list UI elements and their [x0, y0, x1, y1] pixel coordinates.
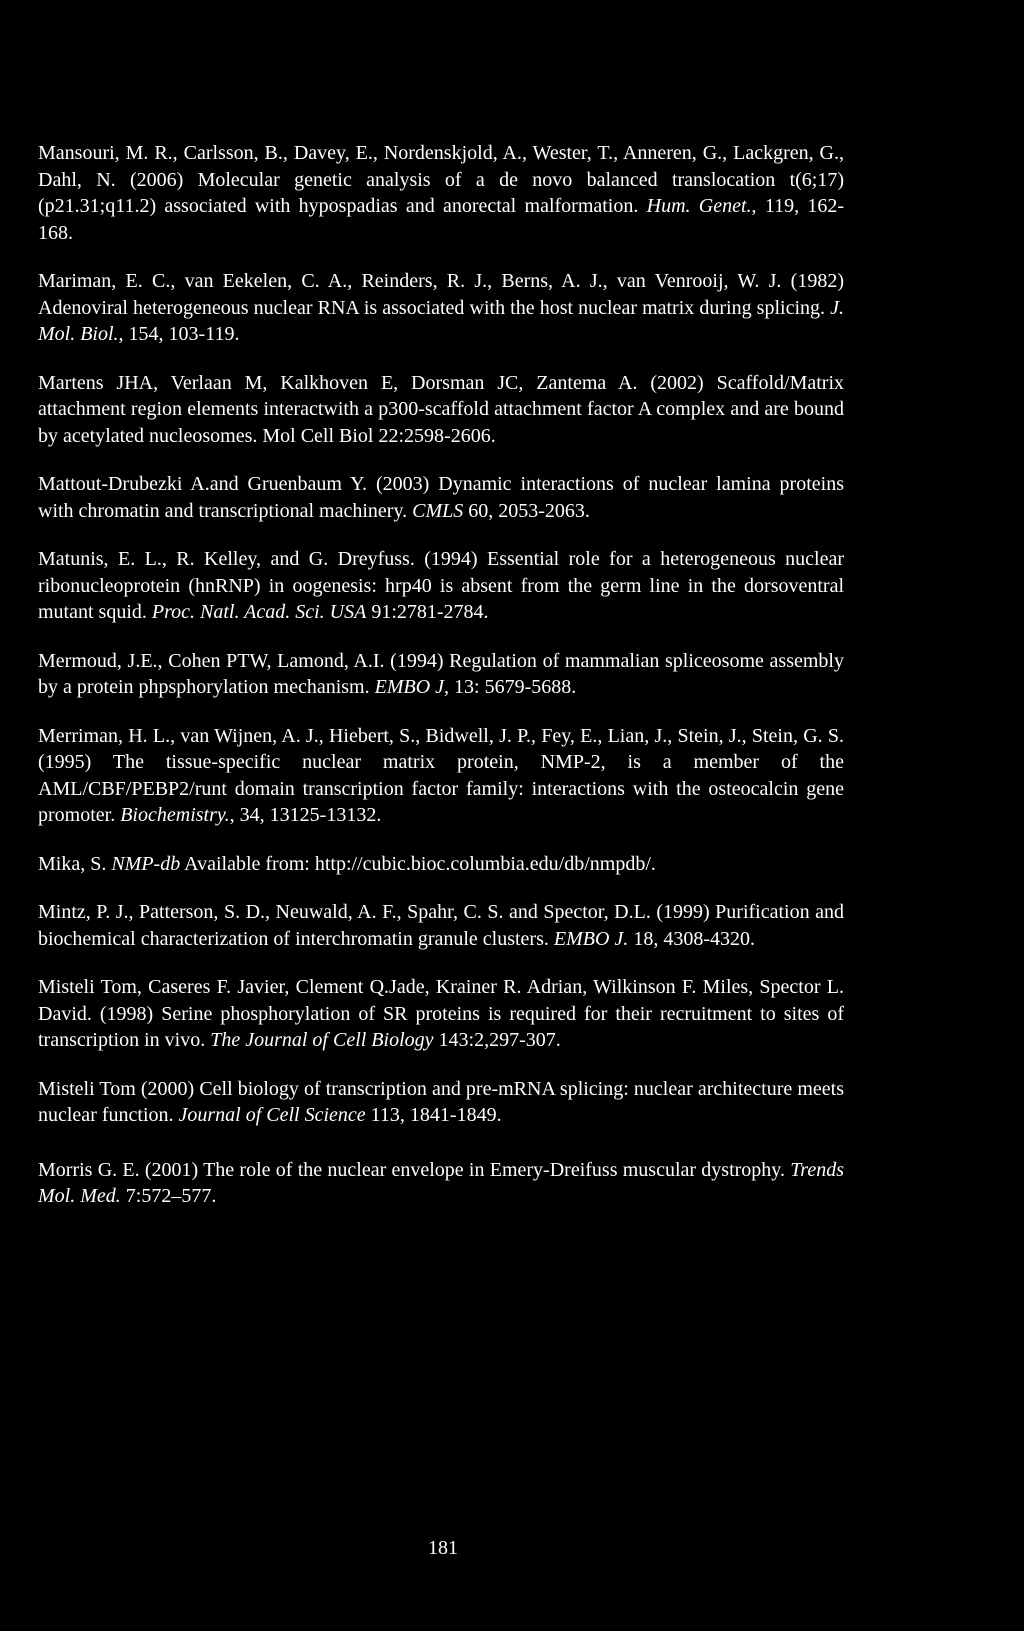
journal-name: EMBO J,: [374, 676, 450, 698]
reference-list: [38, 140, 844, 1232]
journal-name: Biochemistry.: [120, 804, 230, 826]
journal-name: NMP-db: [111, 852, 181, 875]
reference-entry: Merriman, H. L., van Wijnen, A. J., Hiebert, S., Bidwell, J. P., Fey, E., Lian, J., Stein, J., Stein, G. S. (1995) The tissue-specific nuclear matrix protein, NMP-2, is a member of the AML/CBF/PEBP2/runt domain transcription factor family: interactions with the osteocalcin gene promoter. Biochemistry., 34, 13125-13132.: [38, 724, 844, 826]
reference-entry: Martens JHA, Verlaan M, Kalkhoven E, Dorsman JC, Zantema A. (2002) Scaffold/Matrix attachment region elements interactwith a p300-scaffold attachment factor A complex and are bound by acetylated nucleosomes. Mol Cell Biol 22:2598-2606.: [38, 371, 844, 447]
reference-entry: Misteli Tom, Caseres F. Javier, Clement Q.Jade, Krainer R. Adrian, Wilkinson F. Miles, Spector L. David. (1998) Serine phosphorylation of SR proteins is required for their recruitment to sites of transcription in vivo. The Journal of Cell Biology 143:2,297-307.: [38, 976, 844, 1051]
journal-name: The Journal of Cell Biology: [210, 1029, 434, 1051]
journal-name: Proc. Natl. Acad. Sci. USA: [151, 601, 367, 623]
reference-entry: Morris G. E. (2001) The role of the nuclear envelope in Emery-Dreifuss muscular dystrophy. Trends Mol. Med. 7:572–577.: [38, 1158, 844, 1207]
journal-name: Trends Mol. Med.: [38, 1158, 844, 1207]
journal-name: Journal of Cell Science: [178, 1104, 366, 1126]
journal-name: J. Mol. Biol.: [38, 296, 844, 345]
reference-entry: Mattout-Drubezki A.and Gruenbaum Y. (2003) Dynamic interactions of nuclear lamina proteins with chromatin and transcriptional machinery. CMLS 60, 2053-2063.: [38, 473, 844, 522]
journal-name: EMBO J.: [553, 927, 629, 950]
reference-entry: Matunis, E. L., R. Kelley, and G. Dreyfuss. (1994) Essential role for a heterogeneous nuclear ribonucleoprotein (hnRNP) in oogenesis: hrp40 is absent from the germ line in the dorsoventral mutant squid. Proc. Natl. Acad. Sci. USA 91:2781-2784.: [38, 548, 844, 623]
journal-name: Hum. Genet.: [646, 195, 752, 217]
reference-entry: Mansouri, M. R., Carlsson, B., Davey, E., Nordenskjold, A., Wester, T., Anneren, G., Lackgren, G., Dahl, N. (2006) Molecular genetic analysis of a de novo balanced translocation t(6;17)(p21.31;q11.2) associated with hypospadias and anorectal malformation. Hum. Genet., 119, 162-168.: [38, 142, 844, 244]
reference-entry: Mika, S. NMP-db Available from: http://cubic.bioc.columbia.edu/db/nmpdb/.: [38, 852, 656, 875]
reference-entry: Mintz, P. J., Patterson, S. D., Neuwald, A. F., Spahr, C. S. and Spector, D.L. (1999) Purification and biochemical characterization of interchromatin granule clusters. EMBO J. 18, 4308-4320.: [38, 901, 844, 950]
reference-entry: Mermoud, J.E., Cohen PTW, Lamond, A.I. (1994) Regulation of mammalian spliceosome assembly by a protein phpsphorylation mechanism. EMBO J, 13: 5679-5688.: [38, 649, 844, 698]
journal-name: CMLS: [412, 499, 464, 522]
reference-entry: Misteli Tom (2000) Cell biology of transcription and pre-mRNA splicing: nuclear architecture meets nuclear function. Journal of Cell Science 113, 1841-1849.: [38, 1077, 844, 1126]
page-number: 181: [428, 1537, 458, 1559]
reference-entry: Mariman, E. C., van Eekelen, C. A., Reinders, R. J., Berns, A. J., van Venrooij, W. J. (1982) Adenoviral heterogeneous nuclear RNA is associated with the host nuclear matrix during splicing. J. Mol. Biol., 154, 103-119.: [38, 270, 844, 345]
